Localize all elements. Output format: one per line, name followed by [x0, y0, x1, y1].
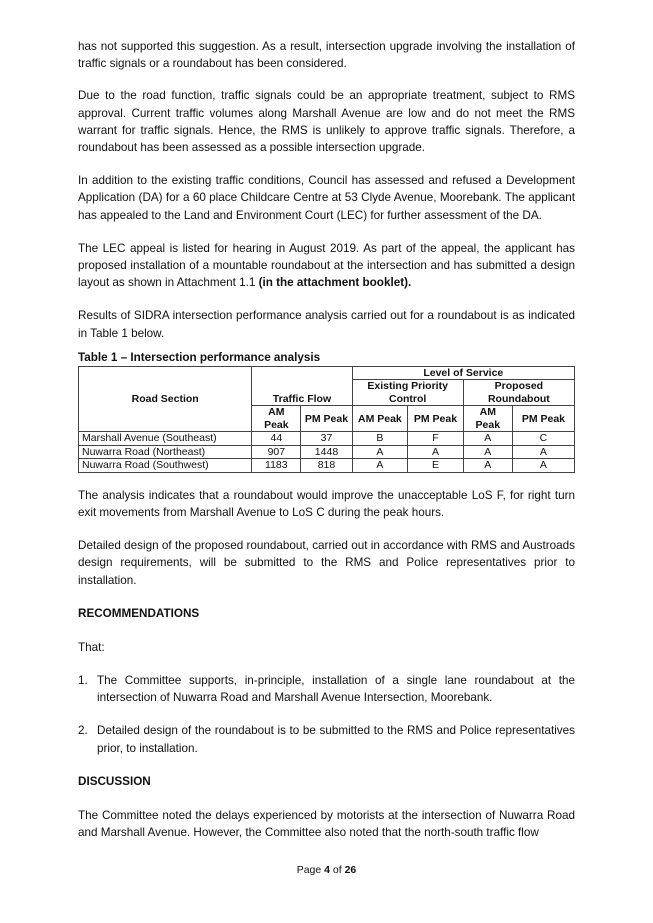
cell-road: Nuwarra Road (Southwest) [79, 459, 252, 473]
lec-appeal-text: The LEC appeal is listed for hearing in August 2019. As part of the appeal, the applicant has proposed installation of a mountable roundabout at the intersection and has submitted a design layout as shown in Attachment 1.1 [78, 241, 575, 290]
paragraph-lec-appeal [78, 240, 575, 292]
header-level-of-service: Level of Service [352, 366, 574, 380]
cell-ex-pm: E [408, 459, 464, 473]
table-row [79, 445, 575, 459]
cell-pr-pm: C [512, 432, 574, 446]
footer-page-label: Page [296, 864, 325, 876]
recommendations-list [78, 672, 575, 757]
cell-tf-am: 1183 [252, 459, 301, 473]
paragraph-development-application: In addition to the existing traffic conditions, Council has assessed and refused a Development Application (DA) for a 60 place Childcare Centre at 53 Clyde Avenue, Moorebank. The applicant has appealed to the Land and Environment Court (LEC) for further assessment of the DA. [78, 174, 575, 222]
cell-pr-am: A [463, 459, 512, 473]
list-item-number: 2. [78, 724, 88, 738]
cell-ex-am: B [352, 432, 408, 446]
cell-pr-am: A [463, 432, 512, 446]
attachment-booklet-note: (in the attachment booklet). [258, 276, 412, 290]
cell-tf-am: 907 [252, 445, 301, 459]
header-ex-am-peak: AM Peak [352, 406, 408, 432]
paragraph-traffic-signals: Due to the road function, traffic signals could be an appropriate treatment, subject to RMS approval. Current traffic volumes along Marshall Avenue are low and do not meet the RMS warrant for traffic signals. Hence, the RMS is unlikely to approve traffic signals. Therefore, a roundabout has been assessed as a possible intersection upgrade. [78, 89, 575, 155]
header-existing-priority-control: Existing Priority Control [352, 380, 463, 406]
paragraph-analysis: The analysis indicates that a roundabout would improve the unacceptable LoS F, for right turn exit movements from Marshall Avenue to LoS C during the peak hours. [78, 488, 575, 520]
heading-discussion: DISCUSSION [78, 774, 151, 788]
cell-tf-pm: 37 [301, 432, 352, 446]
cell-tf-pm: 818 [301, 459, 352, 473]
list-item [78, 722, 575, 756]
footer-page-total: 26 [344, 864, 357, 876]
cell-ex-pm: A [408, 445, 464, 459]
table-caption: Table 1 – Intersection performance analysis [78, 350, 321, 364]
cell-pr-pm: A [512, 445, 574, 459]
paragraph-that: That: [78, 640, 105, 654]
cell-road: Marshall Avenue (Southeast) [79, 432, 252, 446]
header-road-section: Road Section [79, 366, 252, 432]
cell-ex-am: A [352, 445, 408, 459]
cell-pr-pm: A [512, 459, 574, 473]
cell-tf-pm: 1448 [301, 445, 352, 459]
table-row [79, 459, 575, 473]
cell-road: Nuwarra Road (Northeast) [79, 445, 252, 459]
cell-tf-am: 44 [252, 432, 301, 446]
list-item-number: 1. [78, 674, 88, 688]
header-tf-pm-peak: PM Peak [301, 406, 352, 432]
cell-ex-pm: F [408, 432, 464, 446]
page-footer [0, 863, 653, 877]
header-tf-am-peak: AM Peak [252, 406, 301, 432]
header-pr-am-peak: AM Peak [463, 406, 512, 432]
cell-pr-am: A [463, 445, 512, 459]
table-row [79, 432, 575, 446]
footer-of-label: of [330, 864, 345, 876]
header-pr-pm-peak: PM Peak [512, 406, 574, 432]
paragraph-sidra-results: Results of SIDRA intersection performance analysis carried out for a roundabout is as indicated in Table 1 below. [78, 309, 575, 340]
list-item [78, 672, 575, 706]
document-page [78, 38, 575, 841]
list-item-text: The Committee supports, in-principle, installation of a single lane roundabout at the intersection of Nuwarra Road and Marshall Avenue Intersection, Moorebank. [97, 674, 575, 705]
list-item-text: Detailed design of the roundabout is to be submitted to the RMS and Police representatives prior, to installation. [97, 724, 575, 755]
header-ex-pm-peak: PM Peak [408, 406, 464, 432]
cell-ex-am: A [352, 459, 408, 473]
paragraph-intro: has not supported this suggestion. As a result, intersection upgrade involving the installation of traffic signals or a roundabout has been considered. [78, 40, 575, 71]
paragraph-detailed-design: Detailed design of the proposed roundabout, carried out in accordance with RMS and Austroads design requirements, will be submitted to the RMS and Police representatives prior to installation. [78, 539, 575, 587]
footer-page-number: 4 [324, 864, 330, 876]
intersection-performance-table [78, 366, 575, 473]
paragraph-discussion: The Committee noted the delays experienced by motorists at the intersection of Nuwarra Road and Marshall Avenue. However, the Committee also noted that the north-south traffic flow [78, 808, 575, 840]
header-traffic-flow: Traffic Flow [252, 366, 352, 406]
header-proposed-roundabout: Proposed Roundabout [463, 380, 574, 406]
heading-recommendations: RECOMMENDATIONS [78, 606, 200, 620]
